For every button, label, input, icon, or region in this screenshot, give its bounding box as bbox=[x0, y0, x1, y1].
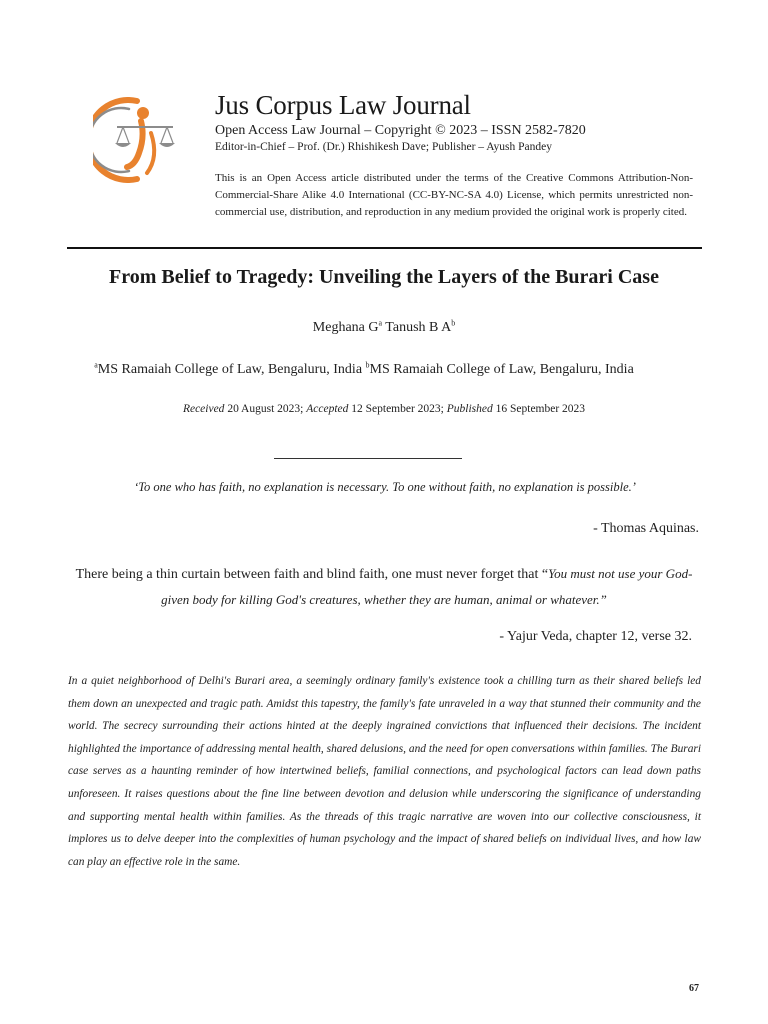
epigraph-quote: ‘To one who has faith, no explanation is necessary. To one without faith, no explanation is possible.’ bbox=[134, 480, 636, 494]
affiliations-line bbox=[0, 362, 728, 378]
journal-logo-icon bbox=[93, 97, 187, 183]
abstract: In a quiet neighborhood of Delhi's Burari area, a seemingly ordinary family's existence took a chilling turn as their shared beliefs led them down an unexpected and tragic path. Amidst this tapestry, the family's fate unraveled in a way that stunned their community and the world. The secrecy surrounding their actions hinted at the deeply ingrained convictions that influenced their decisions. The incident highlighted the importance of addressing mental health, shared delusions, and the need for open conversations within families. The Burari case serves as a haunting reminder of how intertwined beliefs, familial connections, and psychological factors can lead down paths unforeseen. It raises questions about the fine line between devotion and delusion while underscoring the significance of understanding and supporting mental health within families. As the threads of this tragic narrative are woven into our collective consciousness, it implores us to delve deeper into the complexities of human psychology and the impact of shared beliefs on individual lives, and how law can play an effective role in the same. bbox=[68, 675, 701, 868]
faith-attribution: - Yajur Veda, chapter 12, verse 32. bbox=[499, 629, 692, 644]
epigraph-attribution: - Thomas Aquinas. bbox=[593, 521, 699, 536]
affiliation-superscript: b bbox=[365, 360, 370, 370]
authors-line bbox=[0, 320, 768, 336]
faith-text: There being a thin curtain between faith and blind faith, one must never forget that “ bbox=[75, 567, 549, 582]
journal-editors: Editor-in-Chief – Prof. (Dr.) Rhishikesh Dave; Publisher – Ayush Pandey bbox=[215, 141, 552, 153]
received-label: Received bbox=[182, 403, 225, 415]
section-divider bbox=[274, 458, 462, 459]
received-date: 20 August 2023; bbox=[227, 403, 304, 415]
accepted-date: 12 September 2023; bbox=[351, 403, 444, 415]
article-dates bbox=[0, 403, 768, 415]
faith-paragraph bbox=[70, 561, 698, 613]
affiliation-superscript: a bbox=[94, 360, 98, 370]
author-superscript: b bbox=[451, 318, 456, 328]
accepted-label: Accepted bbox=[306, 403, 349, 415]
page-number: 67 bbox=[689, 983, 699, 994]
author-name: Meghana G bbox=[312, 320, 379, 335]
affiliation: MS Ramaiah College of Law, Bengaluru, India bbox=[97, 362, 363, 377]
affiliation: MS Ramaiah College of Law, Bengaluru, India bbox=[369, 362, 634, 377]
author-name: Tanush B A bbox=[385, 320, 452, 335]
journal-subtitle: Open Access Law Journal – Copyright © 2023 – ISSN 2582-7820 bbox=[215, 123, 586, 138]
published-date: 16 September 2023 bbox=[495, 403, 586, 415]
article-title: From Belief to Tragedy: Unveiling the Layers of the Burari Case bbox=[109, 266, 659, 288]
author-superscript: a bbox=[378, 318, 383, 328]
journal-title: Jus Corpus Law Journal bbox=[215, 90, 471, 120]
faith-quote: You must not use your God-given body for killing God's creatures, whether they are human, animal or whatever.” bbox=[161, 566, 693, 607]
published-label: Published bbox=[446, 403, 493, 415]
license-notice: This is an Open Access article distributed under the terms of the Creative Commons Attribution-Non-Commercial-Share Alike 4.0 International (CC-BY-NC-SA 4.0) License, which permits unrestricted non-commercial use, distribution, and reproduction in any medium provided the original work is properly cited. bbox=[215, 172, 693, 218]
header-divider bbox=[67, 247, 702, 249]
